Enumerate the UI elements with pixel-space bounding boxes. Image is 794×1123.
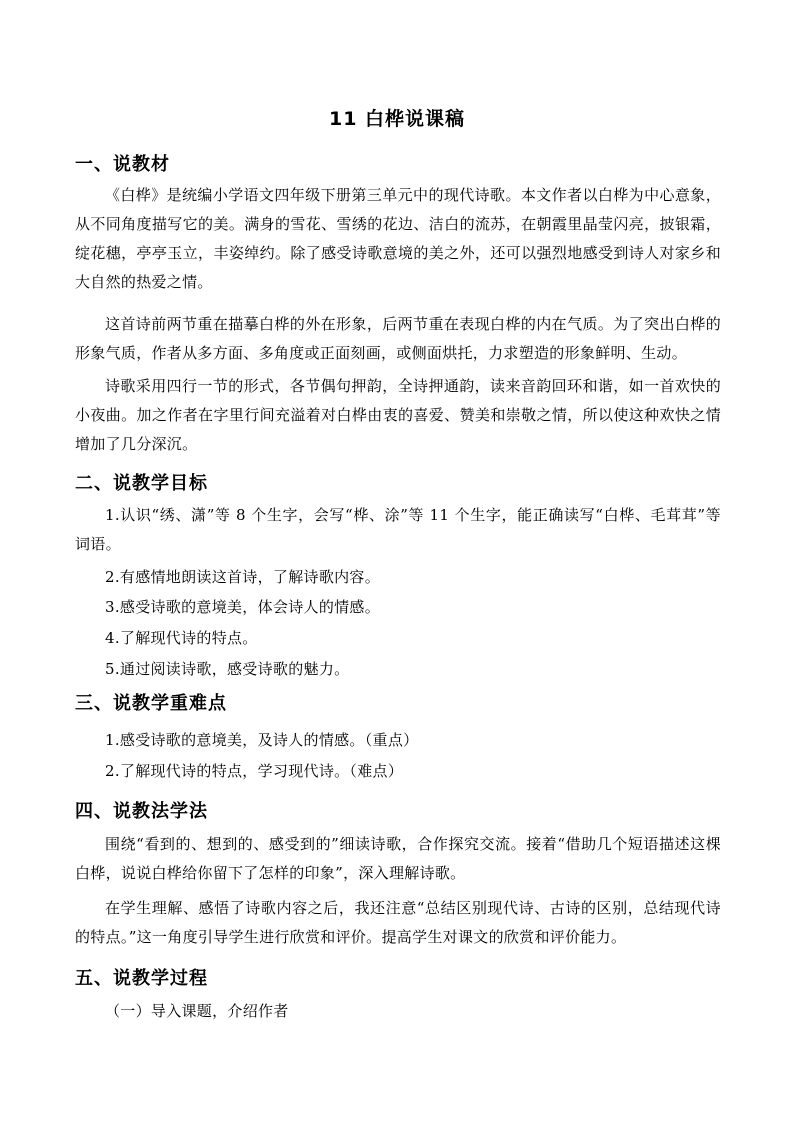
section-heading-methods: 四、说教法学法: [75, 801, 208, 822]
list-item: 5.通过阅读诗歌，感受诗歌的魅力。: [105, 660, 350, 678]
paragraph: 《白桦》是统编小学语文四年级下册第三单元中的现代诗歌。本文作者以白桦为中心意象，从不同角度描写它的美。满身的雪花、雪绣的花边、洁白的流苏，在朝霞里晶莹闪亮，披银霜，绽花穗，亭亭玉立，丰姿绰约。除了感受诗歌意境的美之外，还可以强烈地感受到诗人对家乡和大自然的热爱之情。: [75, 186, 721, 291]
list-item: 1.感受诗歌的意境美，及诗人的情感。（重点）: [105, 731, 419, 749]
list-item: 3.感受诗歌的意境美，体会诗人的情感。: [105, 598, 381, 616]
section-heading-key-points: 三、说教学重难点: [75, 693, 227, 714]
list-item: 4.了解现代诗的特点。: [105, 629, 258, 647]
list-item: 1.认识“绣、潇”等 8 个生字，会写“桦、涂”等 11 个生字，能正确读写“白桦、毛茸茸”等词语。: [75, 506, 721, 553]
section-heading-textbook: 一、说教材: [75, 154, 170, 175]
paragraph: 在学生理解、感悟了诗歌内容之后，我还注意“总结区别现代诗、古诗的区别，总结现代诗的特点。”这一角度引导学生进行欣赏和评价。提高学生对课文的欣赏和评价能力。: [75, 899, 721, 946]
list-item: 2.了解现代诗的特点，学习现代诗。（难点）: [105, 762, 404, 780]
paragraph: 诗歌采用四行一节的形式，各节偶句押韵，全诗押通韵，读来音韵回环和谐，如一首欢快的小夜曲。加之作者在字里行间充溢着对白桦由衷的喜爱、赞美和崇敬之情，所以使这种欢快之情增加了几分深沉。: [75, 377, 721, 453]
section-heading-process: 五、说教学过程: [75, 968, 208, 989]
list-item: 2.有感情地朗读这首诗，了解诗歌内容。: [105, 568, 381, 586]
section-heading-objectives: 二、说教学目标: [75, 473, 208, 494]
paragraph: 这首诗前两节重在描摹白桦的外在形象，后两节重在表现白桦的内在气质。为了突出白桦的形象气质，作者从多方面、多角度或正面刻画，或侧面烘托，力求塑造的形象鲜明、生动。: [75, 315, 721, 362]
list-item: （一）导入课题，介绍作者: [105, 1002, 289, 1020]
paragraph: 围绕“看到的、想到的、感受到的”细读诗歌，合作探究交流。接着“借助几个短语描述这棵白桦，说说白桦给你留下了怎样的印象”，深入理解诗歌。: [75, 835, 721, 882]
document-title: 11 白桦说课稿: [328, 108, 466, 130]
